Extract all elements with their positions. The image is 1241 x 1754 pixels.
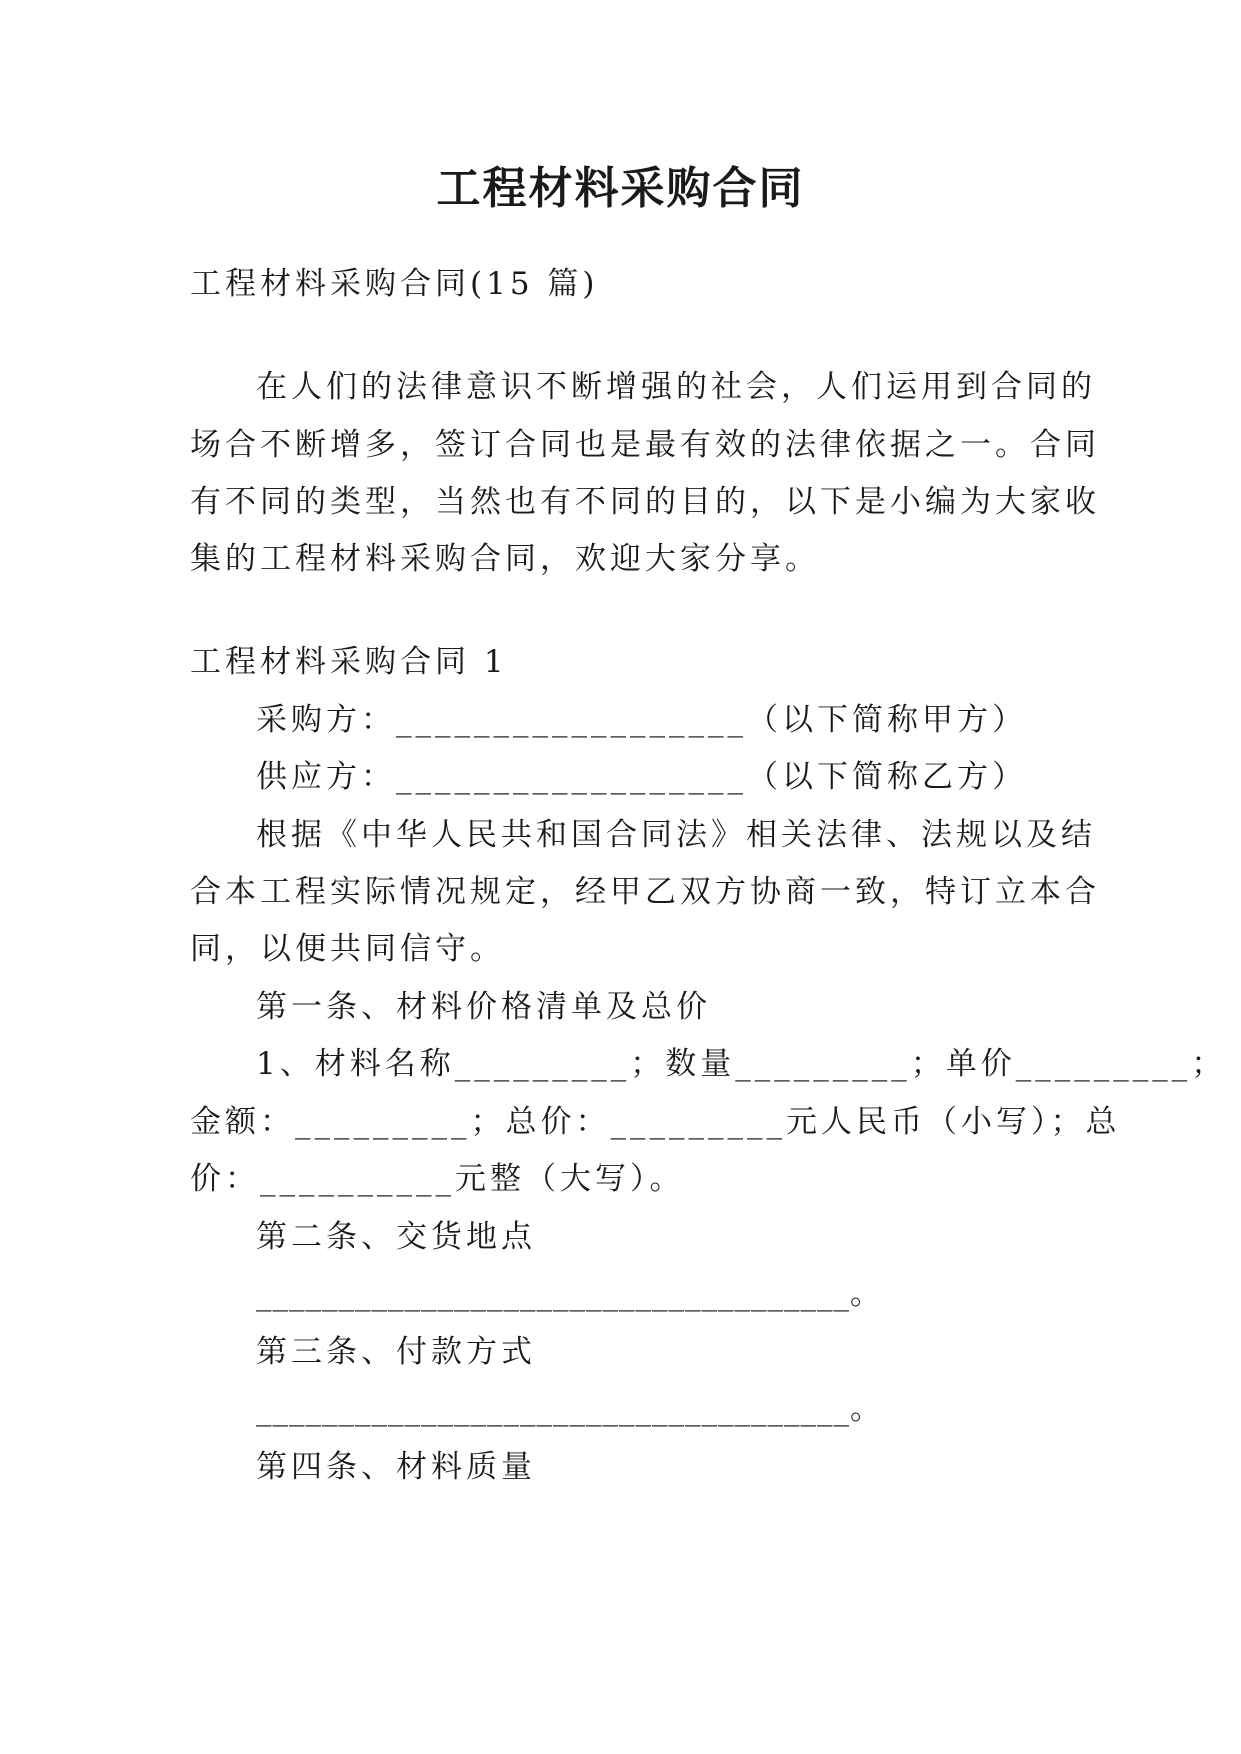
intro-line-4: 集的工程材料采购合同，欢迎大家分享。 xyxy=(190,541,820,577)
contract-heading: 工程材料采购合同 1 xyxy=(190,644,508,680)
article2-blank: ____________________________________。 xyxy=(256,1276,882,1312)
article1-line-2: 金额：_________；总价：_________元人民币（小写）；总 xyxy=(190,1104,1121,1140)
intro-line-1: 在人们的法律意识不断增强的社会，人们运用到合同的 xyxy=(256,369,1096,405)
document-subtitle: 工程材料采购合同(15 篇) xyxy=(190,266,599,302)
basis-line-1: 根据《中华人民共和国合同法》相关法律、法规以及结 xyxy=(256,817,1096,853)
article3-heading: 第三条、付款方式 xyxy=(256,1334,536,1370)
supplier-line: 供应方：__________________（以下简称乙方） xyxy=(256,759,1027,795)
article2-heading: 第二条、交货地点 xyxy=(256,1219,536,1255)
intro-line-2: 场合不断增多，签订合同也是最有效的法律依据之一。合同 xyxy=(190,427,1100,463)
article3-blank: ____________________________________。 xyxy=(256,1391,882,1427)
article1-line-1: 1、材料名称_________；数量_________；单价_________； xyxy=(256,1046,1227,1082)
intro-line-3: 有不同的类型，当然也有不同的目的，以下是小编为大家收 xyxy=(190,484,1100,520)
basis-line-3: 同，以便共同信守。 xyxy=(190,931,505,967)
article1-line-3: 价：__________元整（大写）。 xyxy=(190,1161,685,1197)
buyer-line: 采购方：__________________（以下简称甲方） xyxy=(256,702,1027,738)
basis-line-2: 合本工程实际情况规定，经甲乙双方协商一致，特订立本合 xyxy=(190,874,1100,910)
document-title: 工程材料采购合同 xyxy=(436,163,805,214)
article1-heading: 第一条、材料价格清单及总价 xyxy=(256,989,711,1025)
article4-heading: 第四条、材料质量 xyxy=(256,1449,536,1485)
